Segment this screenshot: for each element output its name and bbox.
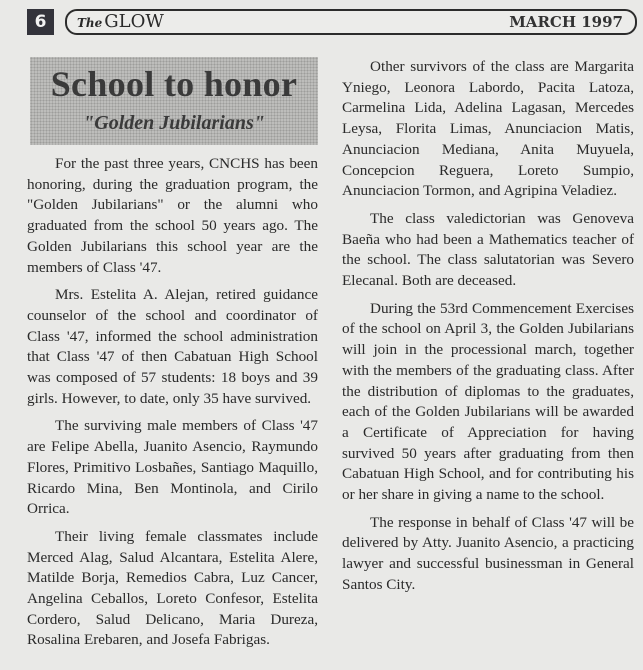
headline-box [30,57,318,145]
article-column-left [27,154,318,658]
paragraph: The class valedictorian was Genoveva Baeña who had been a Mathematics teacher of the school. The class salutatorian was Severo Elecanal. Both are deceased. [342,209,634,290]
publication-logo [77,11,164,34]
publication-prefix: The [77,16,103,30]
article-column-right [342,57,634,603]
paragraph: Mrs. Estelita A. Alejan, retired guidance counselor of the school and coordinator of Class '47, informed the school administration that Class '47 of then Cabatuan High School was composed of 57 students: 18 boys and 39 girls. However, to date, only 35 have survived. [27,286,318,407]
paragraph: Other survivors of the class are Margarita Yniego, Leonora Labordo, Pacita Latoza, Carmelina Lida, Adelina Lagasan, Mercedes Leysa, Florita Limas, Anunciacion Matis, Anunciacion Mediana, Anita Muyuela, Concepcion Reguera, Loreto Sumpio, Anunciacion Tormon, and Agripina Veladiez. [342,58,634,200]
masthead [27,9,637,35]
issue-date: MARCH 1997 [509,13,623,31]
page-number: 6 [27,9,54,35]
article-subheadline: "Golden Jubilarians" [83,112,265,134]
article-headline: School to honor [50,64,298,104]
paragraph: The response in behalf of Class '47 will be delivered by Atty. Juanito Asencio, a practicing lawyer and successful businessman in General Santos City. [342,513,634,593]
paragraph: During the 53rd Commencement Exercises of the school on April 3, the Golden Jubilarians will join in the processional march, together with the members of the graduating class. After the distribution of diplomas to the graduates, each of the Golden Jubilarians will be awarded a Certificate of Appreciation for having survived 50 years after graduating from then Cabatuan High School, and for contributing his or her share in giving a name to the school. [342,299,634,504]
paragraph: The surviving male members of Class '47 are Felipe Abella, Juanito Asencio, Raymundo Flores, Primitivo Losbañes, Santiago Maquillo, Ricardo Mina, Ben Montinola, and Cirilo Orrica. [27,417,318,518]
masthead-banner [65,9,637,35]
paragraph: Their living female classmates include Merced Alag, Salud Alcantara, Estelita Alere, Matilde Borja, Remedios Cabra, Luz Cancer, Angelina Ceballos, Loreto Confesor, Estelita Cordero, Salud Delicano, Maria Dureza, Rosalina Erebaren, and Josefa Fabrigas. [27,527,318,649]
publication-name: GLOW [104,11,164,32]
paragraph: For the past three years, CNCHS has been honoring, during the graduation program, the "Golden Jubilarians" or the alumni who graduated from the school 50 years ago. The Golden Jubilarians this school year are the members of Class '47. [27,155,318,276]
